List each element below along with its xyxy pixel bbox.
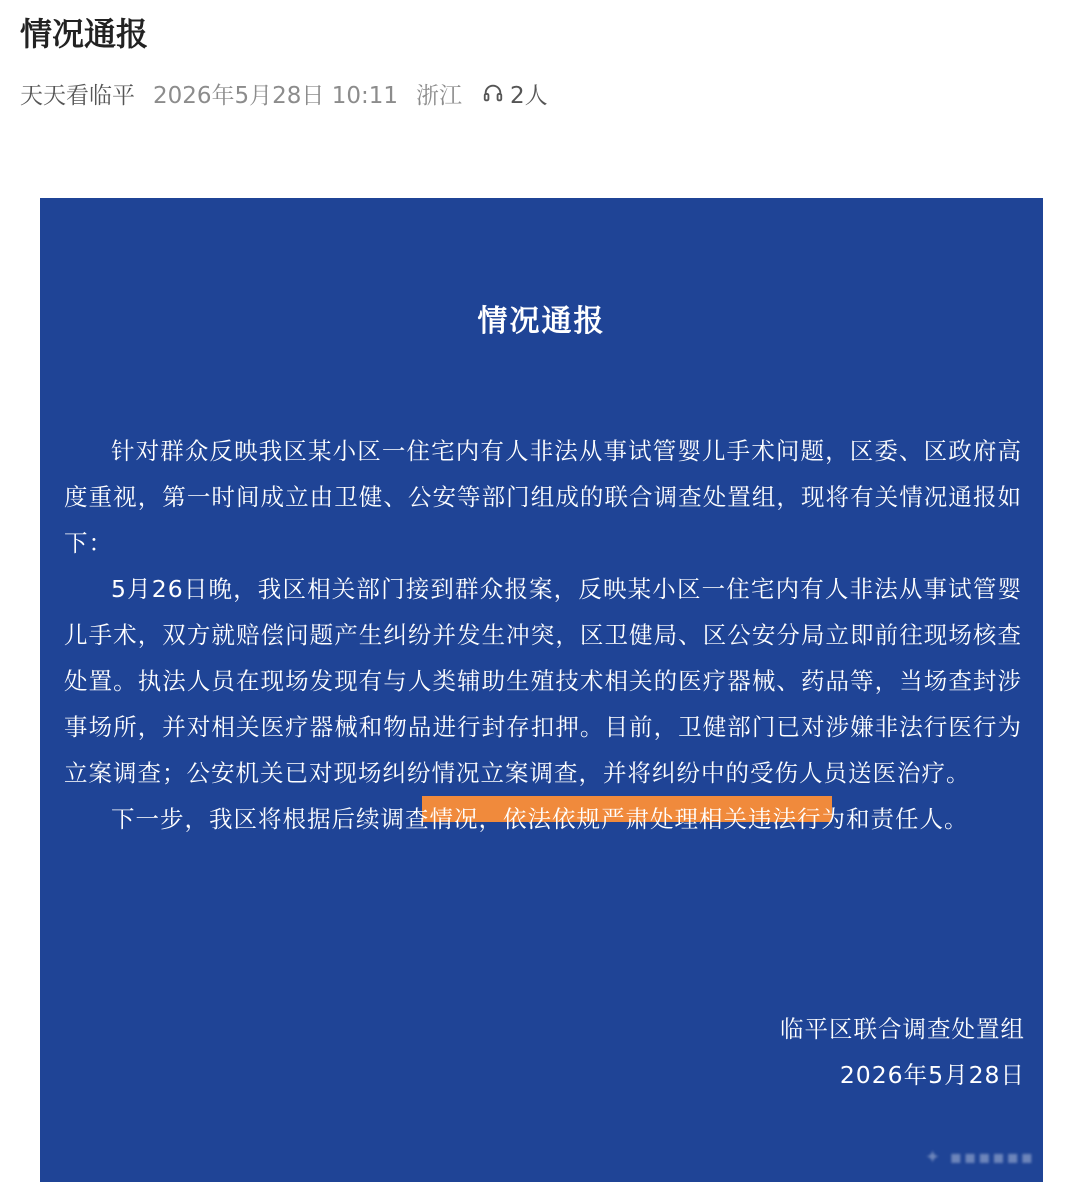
post-meta [20, 76, 548, 110]
signer-name: 临平区联合调查处置组 [780, 1015, 1025, 1043]
headphone-icon [482, 82, 504, 104]
author-link[interactable]: 天天看临平 [20, 82, 135, 109]
watermark-image: ✦ ▪▪▪▪▪▪ [925, 1147, 1035, 1168]
notice-paragraph: 针对群众反映我区某小区一住宅内有人非法从事试管婴儿手术问题，区委、区政府高度重视，第一时间成立由卫健、公安等部门组成的联合调查处置组，现将有关情况通报如下： [64, 437, 1022, 557]
notice-image [40, 198, 1043, 1182]
post-title: 情况通报 [20, 15, 149, 53]
notice-body [64, 428, 1022, 842]
notice-paragraph [64, 566, 1022, 796]
listeners-label: 2人 [510, 82, 548, 109]
listeners-count[interactable] [482, 77, 548, 110]
notice-title: 情况通报 [477, 304, 606, 339]
notice-sentence: ，并将纠纷中的受伤人员送医治疗。 [578, 759, 971, 787]
publish-time: 2026年5月28日 10:11 [153, 82, 399, 109]
notice-paragraph: 下一步，我区将根据后续调查情况，依法依规严肃处理相关违法行为和责任人。 [111, 805, 969, 833]
notice-sentence: 5月26日晚，我区相关部门接到群众报案，反映某小区一住宅内有人非法从事试管婴儿手术，双方就赔偿问题产生纠纷并发生冲突，区卫健局、区公安分局立即前往现场核查处置。执法人员在现场发现有与人类辅助生殖技术相关的医疗器械、药品等，当场查封涉事场所，并对相关医疗器械和物品进行封存扣押。目前，卫健部门已对涉嫌非法行医行为立案调查； [64, 575, 1022, 787]
signature-block [780, 1006, 1025, 1098]
region-label: 浙江 [416, 82, 463, 109]
highlighted-text: 公安机关已对现场纠纷情况立案调查 [186, 759, 579, 787]
signature-date: 2026年5月28日 [839, 1061, 1025, 1089]
